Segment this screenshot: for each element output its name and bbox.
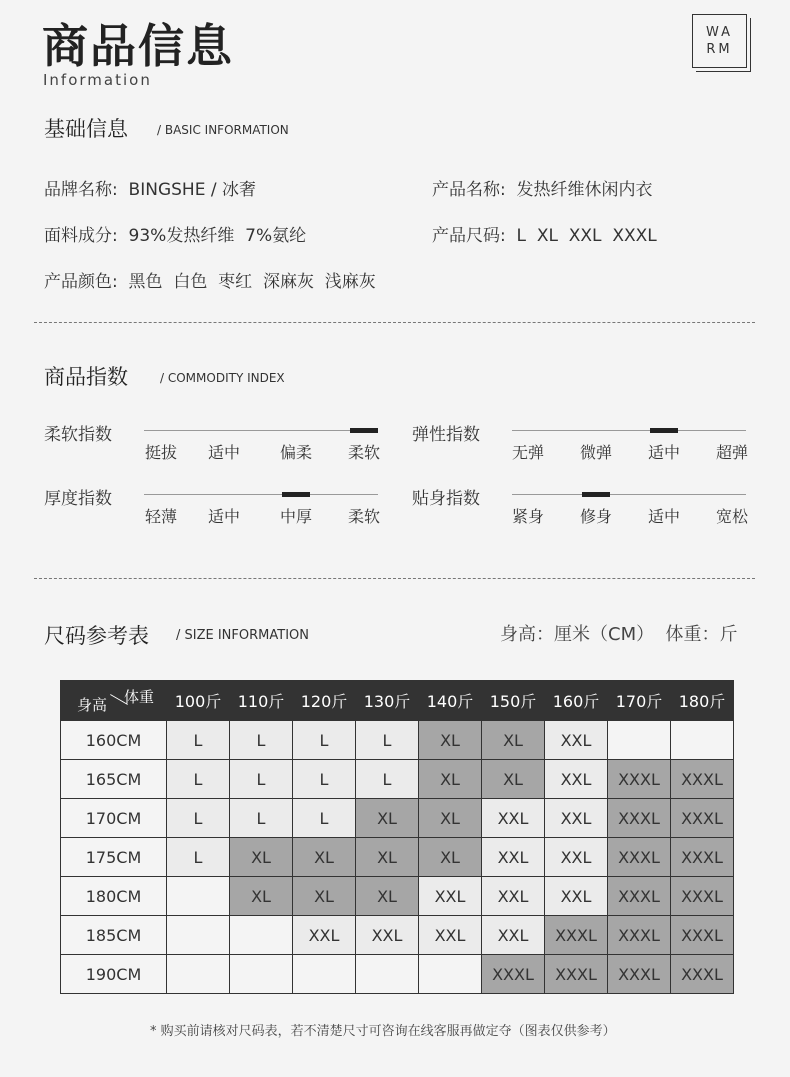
size-cell: [608, 721, 671, 760]
weight-column-header: 120斤: [293, 681, 356, 721]
size-cell: XXL: [545, 877, 608, 916]
height-row-header: 165CM: [61, 760, 167, 799]
table-row: [61, 877, 734, 916]
field-value: 发热纤维休闲内衣: [516, 180, 653, 200]
index-option: 轻薄: [144, 507, 177, 526]
index-option: 柔软: [347, 443, 380, 462]
size-cell: XXL: [419, 916, 482, 955]
table-row: [61, 799, 734, 838]
index-track: [144, 430, 378, 431]
size-cell: XXL: [356, 916, 419, 955]
size-cell: XL: [293, 838, 356, 877]
index-option: 中厚: [279, 507, 312, 526]
size-cell: XXL: [482, 799, 545, 838]
size-cell: XL: [419, 721, 482, 760]
index-marker: [282, 492, 310, 497]
warm-badge: [692, 14, 747, 68]
basic-subheading: / BASIC INFORMATION: [157, 123, 289, 137]
index-option: 无弹: [511, 443, 544, 462]
index-option: 宽松: [715, 507, 748, 526]
weight-column-header: 160斤: [545, 681, 608, 721]
table-row: [61, 760, 734, 799]
size-cell: XXXL: [671, 760, 734, 799]
size-cell: XL: [419, 760, 482, 799]
size-cell: XXXL: [608, 877, 671, 916]
size-cell: L: [293, 760, 356, 799]
field-value: L XL XXL XXXL: [516, 226, 657, 246]
size-cell: [167, 877, 230, 916]
size-cell: L: [167, 838, 230, 877]
index-option: 适中: [207, 443, 240, 462]
unit-note: 身高：厘米（CM） 体重：斤: [500, 624, 738, 645]
index-option: 偏柔: [279, 443, 312, 462]
size-cell: L: [293, 799, 356, 838]
height-row-header: 180CM: [61, 877, 167, 916]
weight-column-header: 100斤: [167, 681, 230, 721]
size-cell: L: [230, 799, 293, 838]
size-cell: XXXL: [671, 838, 734, 877]
section-divider: [34, 322, 755, 323]
corner-height-label: 身高: [77, 696, 108, 714]
size-cell: XXL: [482, 916, 545, 955]
size-cell: XXL: [482, 838, 545, 877]
size-cell: XL: [356, 799, 419, 838]
size-cell: L: [167, 799, 230, 838]
size-table: [60, 680, 734, 994]
size-cell: XXXL: [545, 916, 608, 955]
section-divider: [34, 578, 755, 579]
size-cell: XXXL: [608, 838, 671, 877]
size-cell: L: [167, 721, 230, 760]
index-option: 微弹: [579, 443, 612, 462]
size-table-body: [61, 721, 734, 994]
field-label: 品牌名称:: [44, 180, 118, 200]
height-row-header: 170CM: [61, 799, 167, 838]
size-cell: XXXL: [608, 760, 671, 799]
badge-line-2: RM: [706, 42, 733, 57]
size-cell: [671, 721, 734, 760]
size-cell: XXL: [545, 760, 608, 799]
size-cell: XL: [482, 760, 545, 799]
fabric-field: [44, 221, 306, 246]
field-value: 93%发热纤维 7%氨纶: [128, 226, 307, 246]
index-track: [144, 494, 378, 495]
table-row: [61, 916, 734, 955]
index-marker: [582, 492, 610, 497]
size-cell: XXXL: [671, 799, 734, 838]
brand-field: [44, 175, 256, 200]
size-cell: XXL: [482, 877, 545, 916]
height-row-header: 160CM: [61, 721, 167, 760]
index-subheading: / COMMODITY INDEX: [160, 371, 285, 385]
height-row-header: 175CM: [61, 838, 167, 877]
index-option: 柔软: [347, 507, 380, 526]
size-cell: XL: [419, 799, 482, 838]
size-cell: XXL: [545, 721, 608, 760]
size-cell: XXXL: [608, 799, 671, 838]
size-cell: L: [293, 721, 356, 760]
size-cell: XXXL: [608, 955, 671, 994]
height-row-header: 190CM: [61, 955, 167, 994]
size-cell: [419, 955, 482, 994]
size-cell: XL: [293, 877, 356, 916]
size-cell: XL: [230, 838, 293, 877]
page-title: 商品信息: [42, 19, 234, 73]
size-cell: XXXL: [671, 955, 734, 994]
size-heading: 尺码参考表: [44, 624, 149, 648]
colors-field: [44, 267, 376, 292]
size-cell: XXXL: [482, 955, 545, 994]
basic-heading: 基础信息: [44, 117, 128, 141]
field-value: 黑色 白色 枣红 深麻灰 浅麻灰: [128, 272, 376, 292]
size-table-header: [61, 681, 734, 721]
size-cell: L: [230, 760, 293, 799]
sizes-field: [432, 221, 657, 246]
size-cell: L: [356, 721, 419, 760]
index-option: 挺拔: [144, 443, 177, 462]
badge-line-1: WA: [705, 25, 734, 40]
size-subheading: / SIZE INFORMATION: [176, 628, 309, 643]
index-marker: [350, 428, 378, 433]
size-cell: XL: [482, 721, 545, 760]
index-label: 贴身指数: [412, 489, 480, 509]
index-option: 紧身: [511, 507, 544, 526]
index-marker: [650, 428, 678, 433]
size-cell: L: [356, 760, 419, 799]
size-cell: L: [230, 721, 293, 760]
corner-cell: [61, 681, 167, 721]
index-label: 柔软指数: [44, 425, 112, 445]
weight-column-header: 180斤: [671, 681, 734, 721]
size-cell: [167, 916, 230, 955]
size-cell: L: [167, 760, 230, 799]
size-cell: [230, 916, 293, 955]
size-cell: XXXL: [608, 916, 671, 955]
index-option: 修身: [579, 507, 612, 526]
field-label: 产品名称:: [432, 180, 506, 200]
size-cell: XL: [356, 838, 419, 877]
size-cell: XXL: [293, 916, 356, 955]
size-cell: [230, 955, 293, 994]
index-option: 超弹: [715, 443, 748, 462]
index-heading: 商品指数: [44, 365, 128, 389]
weight-column-header: 150斤: [482, 681, 545, 721]
size-cell: XXXL: [545, 955, 608, 994]
index-track: [512, 430, 746, 431]
footnote: * 购买前请核对尺码表，若不清楚尺寸可咨询在线客服再做定夺（图表仅供参考）: [150, 1024, 616, 1039]
index-option: 适中: [647, 443, 680, 462]
size-cell: XXL: [419, 877, 482, 916]
corner-weight-label: 体重: [123, 688, 154, 706]
index-track: [512, 494, 746, 495]
field-value: BINGSHE / 冰奢: [128, 180, 256, 200]
table-row: [61, 721, 734, 760]
height-row-header: 185CM: [61, 916, 167, 955]
field-label: 面料成分:: [44, 226, 118, 246]
weight-column-header: 130斤: [356, 681, 419, 721]
size-cell: [167, 955, 230, 994]
weight-column-header: 110斤: [230, 681, 293, 721]
size-cell: XXL: [545, 838, 608, 877]
size-cell: XXL: [545, 799, 608, 838]
size-cell: XXXL: [671, 916, 734, 955]
weight-column-header: 140斤: [419, 681, 482, 721]
size-cell: [293, 955, 356, 994]
index-option: 适中: [207, 507, 240, 526]
table-row: [61, 955, 734, 994]
page-subtitle: Information: [43, 71, 152, 89]
index-option: 适中: [647, 507, 680, 526]
size-cell: XL: [419, 838, 482, 877]
field-label: 产品颜色:: [44, 272, 118, 292]
weight-column-header: 170斤: [608, 681, 671, 721]
table-row: [61, 838, 734, 877]
index-label: 弹性指数: [412, 425, 480, 445]
size-cell: [356, 955, 419, 994]
size-cell: XXXL: [671, 877, 734, 916]
index-label: 厚度指数: [44, 489, 112, 509]
product-name-field: [432, 175, 653, 200]
size-cell: XL: [230, 877, 293, 916]
field-label: 产品尺码:: [432, 226, 506, 246]
size-cell: XL: [356, 877, 419, 916]
